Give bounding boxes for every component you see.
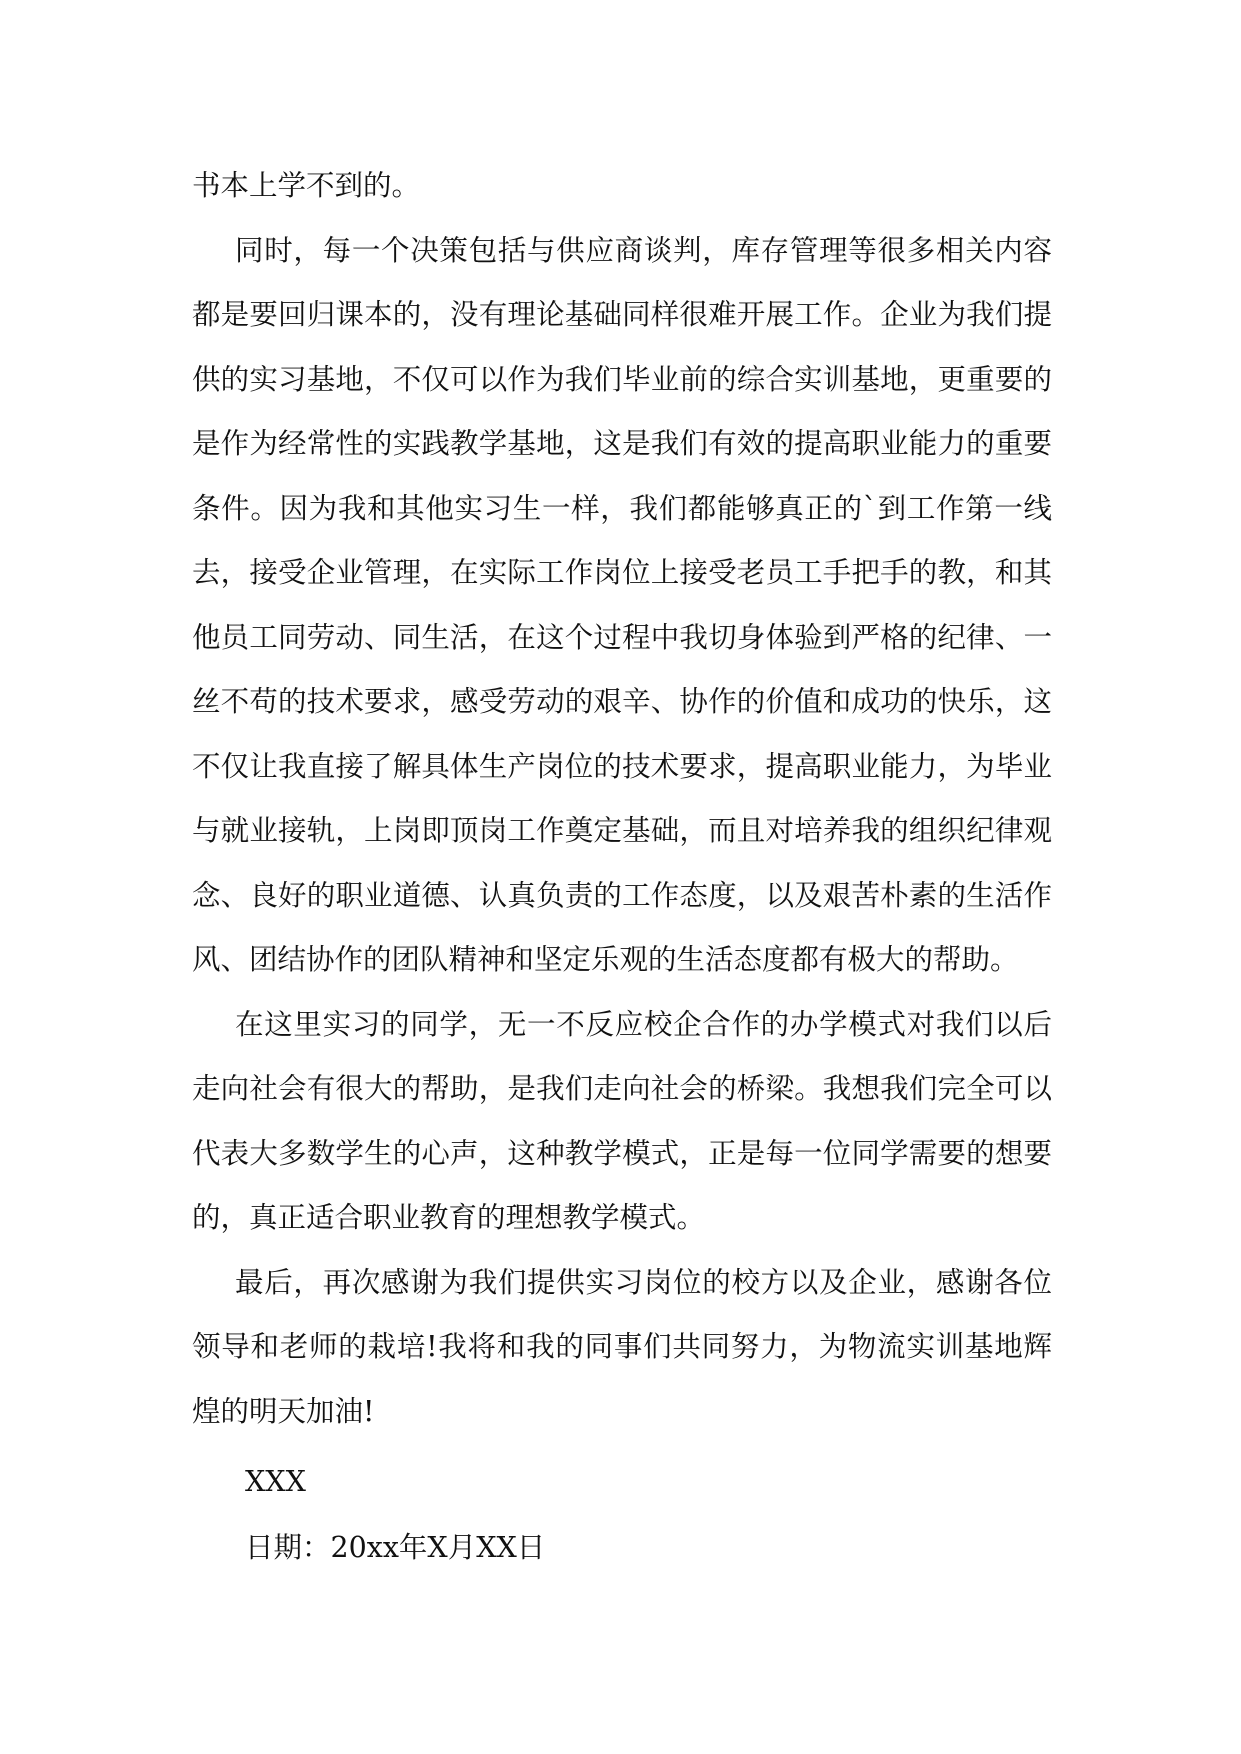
paragraph-continuation: 书本上学不到的。 bbox=[192, 169, 421, 202]
signature-date: 日期：20xx年X月XX日 bbox=[245, 1531, 546, 1564]
paragraph-thanks: 最后，再次感谢为我们提供实习岗位的校方以及企业，感谢各位领导和老师的栽培!我将和我的同事们共同努力，为物流实训基地辉煌的明天加油! bbox=[192, 1265, 1052, 1428]
paragraph-work-experience: 同时，每一个决策包括与供应商谈判，库存管理等很多相关内容都是要回归课本的，没有理论基础同样很难开展工作。企业为我们提供的实习基地，不仅可以作为我们毕业前的综合实训基地，更重要的是作为经常性的实践教学基地，这是我们有效的提高职业能力的重要条件。因为我和其他实习生一样，我们都能够真正的`到工作第一线去，接受企业管理，在实际工作岗位上接受老员工手把手的教，和其他员工同劳动、同生活，在这个过程中我切身体验到严格的纪律、一丝不苟的技术要求，感受劳动的艰辛、协作的价值和成功的快乐，这不仅让我直接了解具体生产岗位的技术要求，提高职业能力，为毕业与就业接轨，上岗即顶岗工作奠定基础，而且对培养我的组织纪律观念、良好的职业道德、认真负责的工作态度，以及艰苦朴素的生活作风、团结协作的团队精神和坚定乐观的生活态度都有极大的帮助。 bbox=[192, 233, 1052, 976]
signature-name: XXX bbox=[245, 1465, 306, 1498]
paragraph-school-enterprise: 在这里实习的同学，无一不反应校企合作的办学模式对我们以后走向社会有很大的帮助，是我们走向社会的桥梁。我想我们完全可以代表大多数学生的心声，这种教学模式，正是每一位同学需要的想要的，真正适合职业教育的理想教学模式。 bbox=[192, 1007, 1052, 1234]
document-body bbox=[192, 154, 1052, 1444]
